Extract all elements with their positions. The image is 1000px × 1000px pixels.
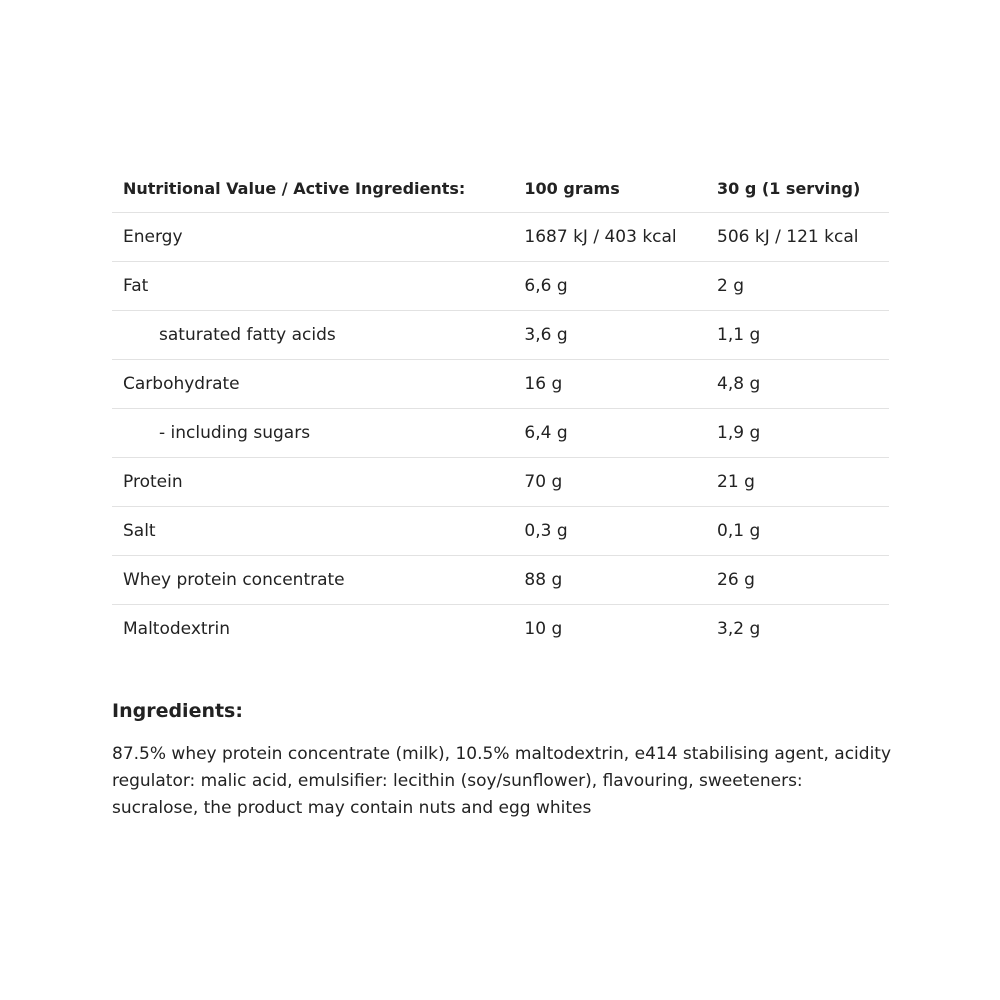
ingredients-text: 87.5% whey protein concentrate (milk), 10.5% maltodextrin, e414 stabilising agent, acidity regulator: malic acid, emulsifier: lecithin (soy/sunflower), flavouring, sweeteners: sucralose, the product may contain nuts and egg whites [112, 744, 892, 818]
row-per-100g: 1687 kJ / 403 kcal [524, 213, 717, 262]
row-name: Protein [112, 458, 524, 507]
ingredients-heading: Ingredients: [112, 700, 243, 722]
row-name: - including sugars [112, 409, 524, 458]
row-name: Energy [112, 213, 524, 262]
row-per-100g: 88 g [524, 556, 717, 605]
row-per-serving: 1,9 g [717, 409, 889, 458]
table-row [112, 458, 889, 507]
row-name: Salt [112, 507, 524, 556]
row-per-100g: 70 g [524, 458, 717, 507]
row-per-serving: 2 g [717, 262, 889, 311]
row-per-serving: 0,1 g [717, 507, 889, 556]
table-row [112, 605, 889, 654]
header-per-100g: 100 grams [524, 164, 717, 213]
row-per-100g: 0,3 g [524, 507, 717, 556]
table-row [112, 311, 889, 360]
row-name: Maltodextrin [123, 619, 231, 639]
row-per-serving: 3,2 g [717, 619, 761, 639]
header-name: Nutritional Value / Active Ingredients: [112, 164, 524, 213]
row-name: saturated fatty acids [112, 311, 524, 360]
row-name: Fat [112, 262, 524, 311]
table-row [112, 360, 889, 409]
table-row [112, 262, 889, 311]
row-per-serving: 4,8 g [717, 360, 889, 409]
table-row [112, 213, 889, 262]
row-per-serving: 21 g [717, 458, 889, 507]
table-row [112, 507, 889, 556]
table-row [112, 556, 889, 605]
row-name: Whey protein concentrate [112, 556, 524, 605]
row-per-100g: 6,6 g [524, 262, 717, 311]
row-per-serving: 26 g [717, 556, 889, 605]
nutrition-table [112, 164, 889, 653]
header-per-serving: 30 g (1 serving) [717, 164, 889, 213]
row-per-serving: 1,1 g [717, 311, 889, 360]
row-per-serving: 506 kJ / 121 kcal [717, 213, 889, 262]
row-per-100g: 6,4 g [524, 409, 717, 458]
table-row [112, 409, 889, 458]
row-per-100g: 16 g [524, 360, 717, 409]
row-name: Carbohydrate [112, 360, 524, 409]
row-per-100g: 10 g [524, 619, 563, 639]
table-header-row [112, 164, 889, 213]
row-per-100g: 3,6 g [524, 311, 717, 360]
